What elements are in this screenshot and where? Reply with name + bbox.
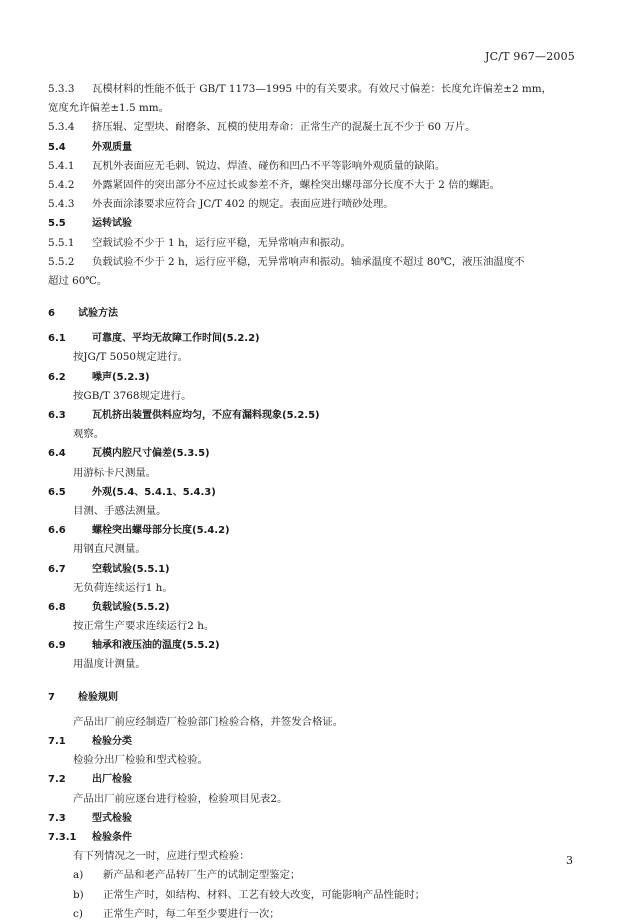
- chapter-7-heading: 7 检验规则: [48, 691, 118, 703]
- section-7-1-body: 检验分出厂检验和型式检验。: [73, 754, 209, 767]
- section-7-2-body: 产品出厂前应逐台进行检验，检验项目见表2。: [73, 792, 288, 805]
- section-6-3-body: 观察。: [73, 428, 105, 441]
- list-item-a: a) 新产品和老产品转厂生产的试制定型鉴定；: [73, 869, 301, 882]
- section-6-5-heading: 6.5 外观(5.4、5.4.1、5.4.3): [48, 486, 216, 498]
- section-6-1-heading: 6.1 可靠度、平均无故障工作时间(5.2.2): [48, 333, 260, 345]
- section-5-5-heading: 5.5 运转试验: [48, 218, 132, 230]
- section-6-5-body: 目测、手感法测量。: [73, 504, 167, 517]
- section-6-9-body: 用温度计测量。: [73, 658, 146, 671]
- section-7-3-1-heading: 7.3.1 检验条件: [48, 831, 132, 843]
- section-7-3-heading: 7.3 型式检验: [48, 812, 132, 824]
- section-6-4-body: 用游标卡尺测量。: [73, 466, 157, 479]
- clause-5-4-1: 5.4.1 瓦机外表面应无毛刺、锐边、焊渣、碰伤和凹凸不平等影响外观质量的缺陷。: [48, 159, 446, 172]
- clause-5-3-4: 5.3.4 挤压辊、定型块、耐磨条、瓦模的使用寿命：正常生产的混凝土瓦不少于 60 万片。: [48, 121, 476, 134]
- section-6-1-body: 按JG/T 5050规定进行。: [73, 351, 188, 364]
- section-6-6-body: 用钢直尺测量。: [73, 543, 146, 556]
- section-6-4-heading: 6.4 瓦模内腔尺寸偏差(5.3.5): [48, 448, 210, 460]
- clause-5-5-1: 5.5.1 空载试验不少于 1 h，运行应平稳，无异常响声和振动。: [48, 236, 351, 249]
- clause-5-3-3: 5.3.3 瓦模材料的性能不低于 GB/T 1173—1995 中的有关要求。有效尺寸偏差：长度允许偏差±2 mm，: [48, 83, 552, 95]
- section-6-2-body: 按GB/T 3768规定进行。: [73, 389, 192, 402]
- section-6-7-heading: 6.7 空载试验(5.5.1): [48, 563, 170, 575]
- section-6-8-heading: 6.8 负载试验(5.5.2): [48, 601, 170, 613]
- section-5-4-heading: 5.4 外观质量: [48, 141, 132, 153]
- section-6-7-body: 无负荷连续运行1 h。: [73, 581, 173, 594]
- section-6-6-heading: 6.6 螺栓突出螺母部分长度(5.4.2): [48, 525, 230, 537]
- clause-5-5-2-cont: 超过 60℃。: [48, 274, 108, 287]
- section-7-3-1-intro: 有下列情况之一时，应进行型式检验：: [73, 850, 250, 863]
- chapter-7-intro: 产品出厂前应经制造厂检验部门检验合格，并签发合格证。: [73, 715, 344, 728]
- clause-5-5-2: 5.5.2 负载试验不少于 2 h，运行应平稳，无异常响声和振动。轴承温度不超过 80℃，液压油温度不: [48, 255, 525, 268]
- section-6-3-heading: 6.3 瓦机挤出装置供料应均匀，不应有漏料现象(5.2.5): [48, 410, 320, 421]
- document-body: [48, 80, 578, 924]
- page-number: 3: [566, 854, 573, 867]
- section-6-2-heading: 6.2 噪声(5.2.3): [48, 371, 150, 383]
- clause-5-4-2: 5.4.2 外露紧固件的突出部分不应过长或参差不齐，螺栓突出螺母部分长度不大于 2 倍的螺距。: [48, 178, 501, 191]
- standard-code: JC/T 967—2005: [485, 50, 575, 63]
- list-item-c: c) 正常生产时，每二年至少要进行一次；: [73, 907, 280, 920]
- list-item-b: b) 正常生产时，如结构、材料、工艺有较大改变，可能影响产品性能时；: [73, 888, 426, 901]
- clause-5-3-3-cont: 宽度允许偏差±1.5 mm。: [48, 102, 169, 115]
- section-7-2-heading: 7.2 出厂检验: [48, 774, 132, 786]
- clause-5-4-3: 5.4.3 外表面涂漆要求应符合 JC/T 402 的规定。表面应进行喷砂处理。: [48, 198, 394, 211]
- section-6-8-body: 按正常生产要求连续运行2 h。: [73, 620, 215, 633]
- section-7-1-heading: 7.1 检验分类: [48, 736, 132, 747]
- chapter-6-heading: 6 试验方法: [48, 308, 118, 320]
- section-6-9-heading: 6.9 轴承和液压油的温度(5.5.2): [48, 640, 220, 652]
